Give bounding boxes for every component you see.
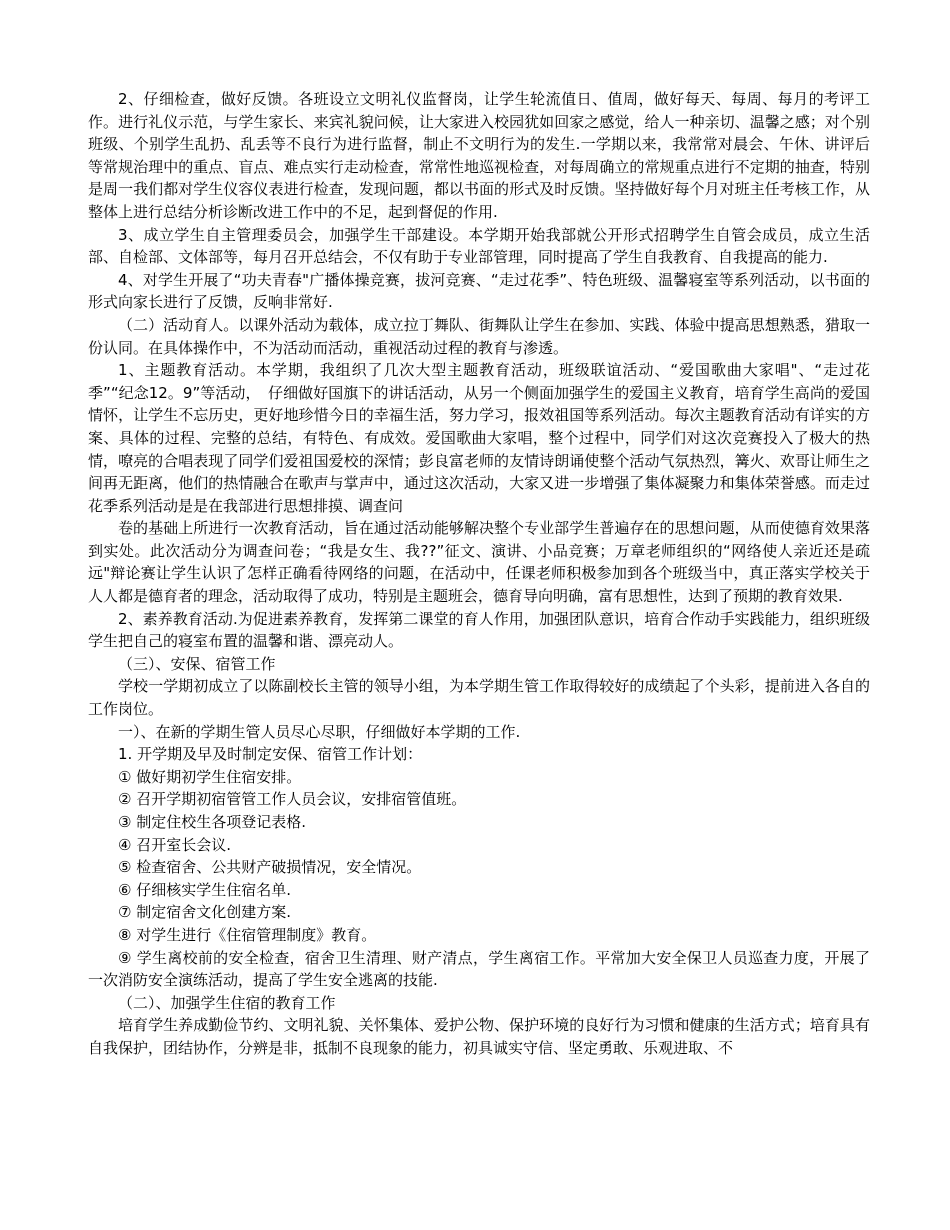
document-body: [88, 88, 870, 1060]
subheading-new-semester: 一）、在新的学期生管人员尽心尽职，仔细做好本学期的工作.: [118, 722, 521, 741]
section-heading-security-dorm: （三）、安保、宿管工作: [118, 654, 276, 673]
list-item: ⑧ 对学生进行《住宿管理制度》教育。: [118, 925, 377, 944]
list-item: ② 召开学期初宿管管工作人员会议，安排宿管值班。: [118, 790, 467, 809]
section-heading-dorm-education: （二）、加强学生住宿的教育工作: [118, 993, 336, 1012]
paragraph-survey-activity: 卷的基础上所进行一次教育活动，旨在通过活动能够解决整个专业部学生普遍存在的思想问题，从而使德育效果落到实处。此次活动分为调查问卷；“我是女生、我??”征文、演讲、小品竞赛；万章老师组织的“网络使人亲近还是疏远"辩论赛让学生认识了怎样正确看待网络的问题，在活动中，任课老师积极参加到各个班级当中，真正落实学校关于人人都是德育者的理念，活动取得了成功，特别是主题班会，德育导向明确，富有思想性，达到了预期的教育效果.: [88, 519, 870, 606]
paragraph-inspection-feedback: 2、仔细检查，做好反馈。各班设立文明礼仪监督岗，让学生轮流值日、值周，做好每天、每周、每月的考评工作。进行礼仪示范，与学生家长、来宾礼貌问候，让大家进入校园犹如回家之感觉，给人一种亲切、温馨之感；对个别班级、个别学生乱扔、乱丢等不良行为进行监督，制止不文明行为的发生.一学期以来，我常常对晨会、午休、讲评后等常规治理中的重点、盲点、难点实行走动检查，常常性地巡视检查，对每周确立的常规重点进行不定期的抽查，特别是周一我们都对学生仪容仪表进行检查，发现问题，都以书面的形式及时反馈。坚持做好每个月对班主任考核工作，从整体上进行总结分析诊断改进工作中的不足，起到督促的作用.: [88, 90, 870, 221]
paragraph-habits: 培育学生养成勤俭节约、文明礼貌、关怀集体、爱护公物、保护环境的良好行为习惯和健康的生活方式；培育具有自我保护，团结协作，分辨是非，抵制不良现象的能力，初具诚实守信、坚定勇敢、乐观进取、不: [88, 1016, 870, 1057]
paragraph-theme-education: 1、主题教育活动。本学期，我组织了几次大型主题教育活动，班级联谊活动、“爱国歌曲大家唱"、“走过花季”“纪念12。9”等活动， 仔细做好国旗下的讲话活动，从另一个侧面加强学生的爱国主义教育，培育学生高尚的爱国情怀，让学生不忘历史，更好地珍惜今日的幸福生活，努力学习，报效祖国等系列活动。每次主题教育活动有详实的方案、具体的过程、完整的总结，有特色、有成效。爱国歌曲大家唱，整个过程中，同学们对这次竞赛投入了极大的热情，嘹亮的合唱表现了同学们爱祖国爱校的深情；彭良富老师的友情诗朗诵使整个活动气氛热烈，篝火、欢哥让师生之间再无距离，他们的热情融合在歌声与掌声中，通过这次活动，大家又进一步增强了集体凝聚力和集体荣誉感。而走过花季系列活动是是在我部进行思想排摸、调查问: [88, 361, 870, 515]
list-item: ④ 召开室长会议.: [118, 835, 231, 854]
paragraph-quality-education: 2、素养教育活动.为促进素养教育，发挥第二课堂的育人作用，加强团队意识，培育合作动手实践能力，组织班级学生把自己的寝室布置的温馨和谐、漂亮动人。: [88, 609, 870, 651]
list-item: ⑦ 制定宿舍文化创建方案.: [118, 903, 291, 922]
paragraph-activities: 4、对学生开展了“功夫青春"广播体操竞赛，拔河竞赛、“走过花季”、特色班级、温馨寝室等系列活动，以书面的形式向家长进行了反馈，反响非常好.: [88, 270, 870, 312]
section-heading-activity-education: （二）活动育人。以课外活动为载体，成立拉丁舞队、街舞队让学生在参加、实践、体验中提高思想熟悉，猎取一份认同。在具体操作中，不为活动而活动，重视活动过程的教育与渗透。: [88, 315, 870, 357]
paragraph-leadership-group: 学校一学期初成立了以陈副校长主管的领导小组，为本学期生管工作取得较好的成绩起了个头彩，提前进入各自的工作岗位。: [88, 677, 870, 719]
list-item: ③ 制定住校生各项登记表格.: [118, 813, 306, 831]
list-item-safety-check: ⑨ 学生离校前的安全检查，宿舍卫生清理、财产清点，学生离宿工作。平常加大安全保卫人员巡查力度，开展了一次消防安全演练活动，提高了学生安全逃离的技能.: [88, 948, 870, 990]
list-item: ① 做好期初学生住宿安排。: [118, 767, 302, 786]
paragraph-self-management: 3、成立学生自主管理委员会，加强学生干部建设。本学期开始我部就公开形式招聘学生自管会成员，成立生活部、自检部、文体部等，每月召开总结会，不仅有助于专业部管理，同时提高了学生自我教育、自我提高的能力.: [88, 225, 870, 267]
list-item-plan: 1. 开学期及早及时制定安保、宿管工作计划：: [118, 745, 423, 764]
list-item: ⑥ 仔细核实学生住宿名单.: [118, 880, 291, 899]
list-item: ⑤ 检查宿舍、公共财产破损情况，安全情况。: [118, 858, 422, 877]
